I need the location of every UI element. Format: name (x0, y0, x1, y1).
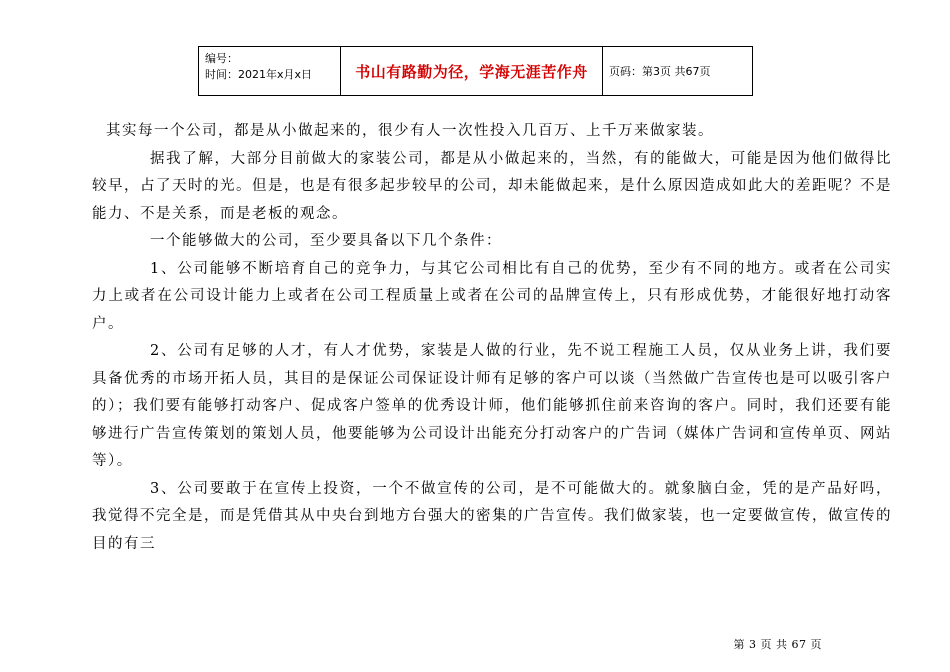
paragraph-1: 其实每一个公司，都是从小做起来的，很少有人一次性投入几百万、上千万来做家装。 (106, 123, 714, 139)
paragraph-4: 1、公司能够不断培育自己的竞争力，与其它公司相比有自己的优势，至少有不同的地方。或者在公司实力上或者在公司设计能力上或者在公司工程质量上或者在公司的品牌宣传上，只有形成优势，才能很好地打动客户。 (92, 260, 892, 332)
serial-number-label: 编号： (205, 52, 238, 65)
paragraph-3: 一个能够做大的公司，至少要具备以下几个条件： (150, 233, 502, 249)
motto-cell (341, 47, 603, 95)
page-number-cell (603, 47, 752, 95)
page-footer: 第 3 页 共 67 页 (733, 638, 822, 651)
document-header (198, 46, 753, 96)
header-motto: 书山有路勤为径，学海无涯苦作舟 (355, 62, 588, 81)
paragraph-2: 据我了解，大部分目前做大的家装公司，都是从小做起来的，当然，有的能做大，可能是因为他们做得比较早，占了天时的光。但是，也是有很多起步较早的公司，却未能做起来，是什么原因造成如此大的差距呢？不是能力、不是关系，而是老板的观念。 (92, 150, 892, 222)
paragraph-5: 2、公司有足够的人才，有人才优势，家装是人做的行业，先不说工程施工人员，仅从业务上讲，我们要具备优秀的市场开拓人员，其目的是保证公司保证设计师有足够的客户可以谈（当然做广告宣传也是可以吸引客户的）；我们要有能够打动客户、促成客户签单的优秀设计师，他们能够抓住前来咨询的客户。同时，我们还要有能够进行广告宣传策划的策划人员，他要能够为公司设计出能充分打动客户的广告词（媒体广告词和宣传单页、网站等）。 (92, 343, 892, 469)
paragraph-6: 3、公司要敢于在宣传上投资，一个不做宣传的公司，是不可能做大的。就象脑白金，凭的是产品好吗，我觉得不完全是，而是凭借其从中央台到地方台强大的密集的广告宣传。我们做家装，也一定要做宣传，做宣传的目的有三 (92, 480, 892, 552)
document-body (92, 118, 892, 558)
date-label: 时间：2021年x月x日 (205, 68, 313, 81)
header-page-label: 页码：第3页 共67页 (609, 65, 711, 78)
header-meta-cell (199, 47, 341, 95)
